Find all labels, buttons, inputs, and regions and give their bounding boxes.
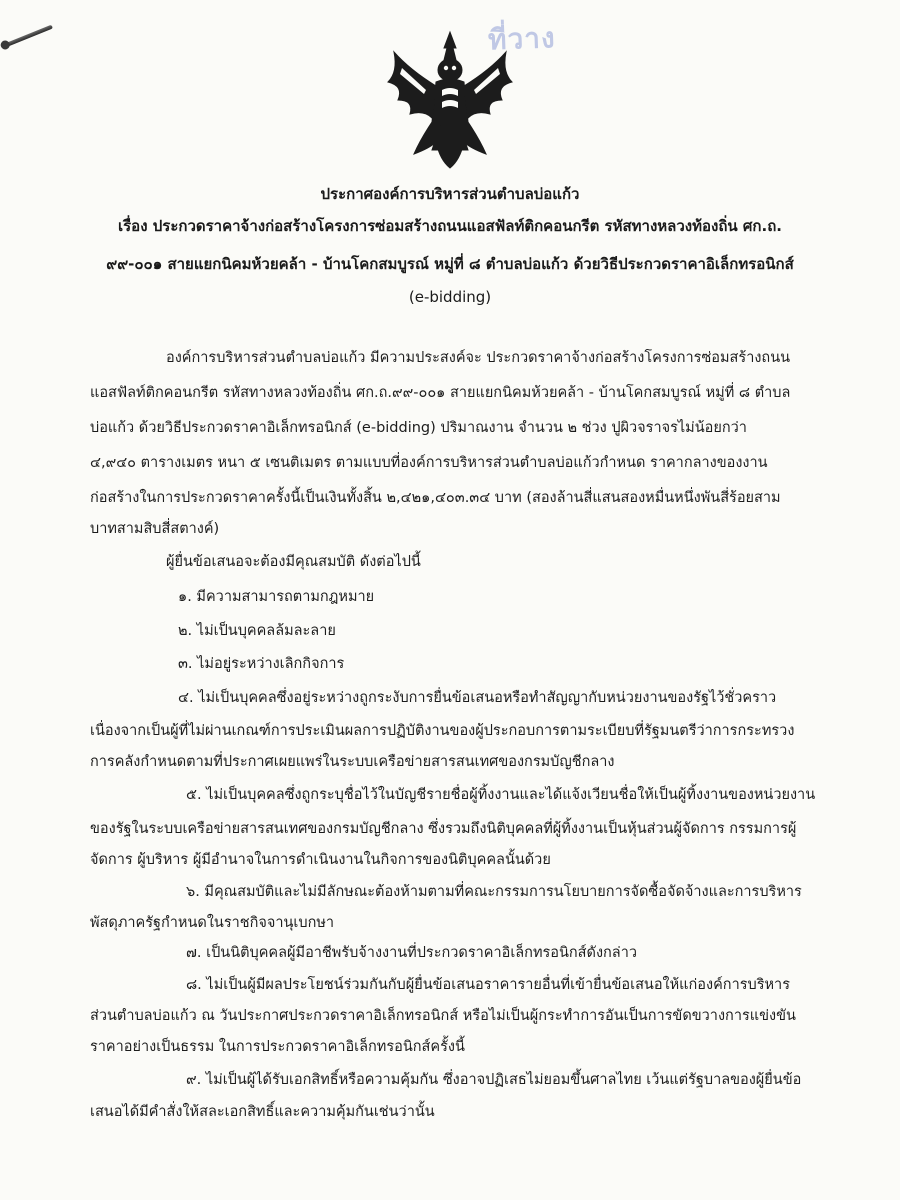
qualification-item-8-line-3: ราคาอย่างเป็นธรรม ในการประกวดราคาอิเล็กทรอนิกส์ครั้งนี้ [90, 1039, 465, 1055]
qualification-item-7: ๗. เป็นนิติบุคคลผู้มีอาชีพรับจ้างงานที่ประกวดราคาอิเล็กทรอนิกส์ดังกล่าว [186, 945, 637, 961]
qualification-item-6-line-1: ๖. มีคุณสมบัติและไม่มีลักษณะต้องห้ามตามที่คณะกรรมการนโยบายการจัดซื้อจัดจ้างและการบริหาร [186, 884, 802, 900]
intro-line-1: องค์การบริหารส่วนตำบลบ่อแก้ว มีความประสงค์จะ ประกวดราคาจ้างก่อสร้างโครงการซ่อมสร้างถนน [166, 350, 791, 366]
subject-line-1: เรื่อง ประกวดราคาจ้างก่อสร้างโครงการซ่อมสร้างถนนแอสฟัลท์ติกคอนกรีต รหัสทางหลวงท้องถิ่น ศก.ถ. [118, 217, 782, 235]
qualification-item-3: ๓. ไม่อยู่ระหว่างเลิกกิจการ [178, 656, 345, 672]
qualification-heading: ผู้ยื่นข้อเสนอจะต้องมีคุณสมบัติ ดังต่อไปนี้ [166, 554, 421, 570]
qualification-item-5-line-2: ของรัฐในระบบเครือข่ายสารสนเทศของกรมบัญชีกลาง ซึ่งรวมถึงนิติบุคคลที่ผู้ทิ้งงานเป็นหุ้นส่วนผู้จัดการ กรรมการผู้ [90, 821, 797, 837]
qualification-item-5-line-1: ๕. ไม่เป็นบุคคลซึ่งถูกระบุชื่อไว้ในบัญชีรายชื่อผู้ทิ้งงานและได้แจ้งเวียนชื่อให้เป็นผู้ทิ้งงานของหน่วยงาน [186, 787, 816, 803]
qualification-item-8-line-2: ส่วนตำบลบ่อแก้ว ณ วันประกาศประกวดราคาอิเล็กทรอนิกส์ หรือไม่เป็นผู้กระทำการอันเป็นการขัดขวางการแข่งขัน [90, 1008, 796, 1024]
qualification-item-5-line-3: จัดการ ผู้บริหาร ผู้มีอำนาจในการดำเนินงานในกิจการของนิติบุคคลนั้นด้วย [90, 852, 551, 868]
announcement-title: ประกาศองค์การบริหารส่วนตำบลบ่อแก้ว [320, 185, 580, 203]
qualification-item-4-line-3: การคลังกำหนดตามที่ประกาศเผยแพร่ในระบบเครือข่ายสารสนเทศของกรมบัญชีกลาง [90, 754, 615, 770]
qualification-item-9-line-2: เสนอได้มีคำสั่งให้สละเอกสิทธิ์และความคุ้มกันเช่นว่านั้น [90, 1104, 435, 1120]
qualification-item-6-line-2: พัสดุภาครัฐกำหนดในราชกิจจานุเบกษา [90, 915, 335, 931]
qualification-item-4-line-1: ๔. ไม่เป็นบุคคลซึ่งอยู่ระหว่างถูกระงับการยื่นข้อเสนอหรือทำสัญญากับหน่วยงานของรัฐไว้ชั่วคราว [178, 690, 777, 706]
qualification-item-4-line-2: เนื่องจากเป็นผู้ที่ไม่ผ่านเกณฑ์การประเมินผลการปฏิบัติงานของผู้ประกอบการตามระเบียบที่รัฐมนตรีว่าการกระทรวง [90, 723, 795, 739]
qualification-item-1: ๑. มีความสามารถตามกฎหมาย [178, 589, 375, 605]
subject-line-2: ๙๙-๐๐๑ สายแยกนิคมห้วยคล้า - บ้านโคกสมบูรณ์ หมู่ที่ ๘ ตำบลบ่อแก้ว ด้วยวิธีประกวดราคาอิเล็กทรอนิกส์ [106, 255, 794, 273]
intro-line-3: บ่อแก้ว ด้วยวิธีประกวดราคาอิเล็กทรอนิกส์ (e-bidding) ปริมาณงาน จำนวน ๒ ช่วง ปูผิวจราจรไม่น้อยกว่า [90, 420, 747, 436]
qualification-item-8-line-1: ๘. ไม่เป็นผู้มีผลประโยชน์ร่วมกันกับผู้ยื่นข้อเสนอราคารายอื่นที่เข้ายื่นข้อเสนอให้แก่องค์การบริหาร [186, 977, 790, 993]
intro-line-2: แอสฟัลท์ติกคอนกรีต รหัสทางหลวงท้องถิ่น ศก.ถ.๙๙-๐๐๑ สายแยกนิคมห้วยคล้า - บ้านโคกสมบูรณ์ หมู่ที่ ๘ ตำบล [90, 385, 791, 401]
subject-line-3: (e-bidding) [408, 288, 492, 306]
qualification-item-9-line-1: ๙. ไม่เป็นผู้ได้รับเอกสิทธิ์หรือความคุ้มกัน ซึ่งอาจปฏิเสธไม่ยอมขึ้นศาลไทย เว้นแต่รัฐบาลของผู้ยื่นข้อ [186, 1072, 802, 1088]
received-stamp: ที่วาง [487, 21, 557, 57]
garuda-emblem-icon [380, 30, 520, 180]
intro-line-6: บาทสามสิบสี่สตางค์) [90, 521, 220, 537]
intro-line-5: ก่อสร้างในการประกวดราคาครั้งนี้เป็นเงินทั้งสิ้น ๒,๔๒๑,๔๐๓.๓๔ บาท (สองล้านสี่แสนสองหมื่นหนึ่งพันสี่ร้อยสาม [90, 490, 781, 506]
staple-pin [3, 25, 53, 48]
intro-line-4: ๔,๙๔๐ ตารางเมตร หนา ๕ เซนติเมตร ตามแบบที่องค์การบริหารส่วนตำบลบ่อแก้วกำหนด ราคากลางของงาน [90, 455, 768, 471]
qualification-item-2: ๒. ไม่เป็นบุคคลล้มละลาย [178, 623, 336, 639]
